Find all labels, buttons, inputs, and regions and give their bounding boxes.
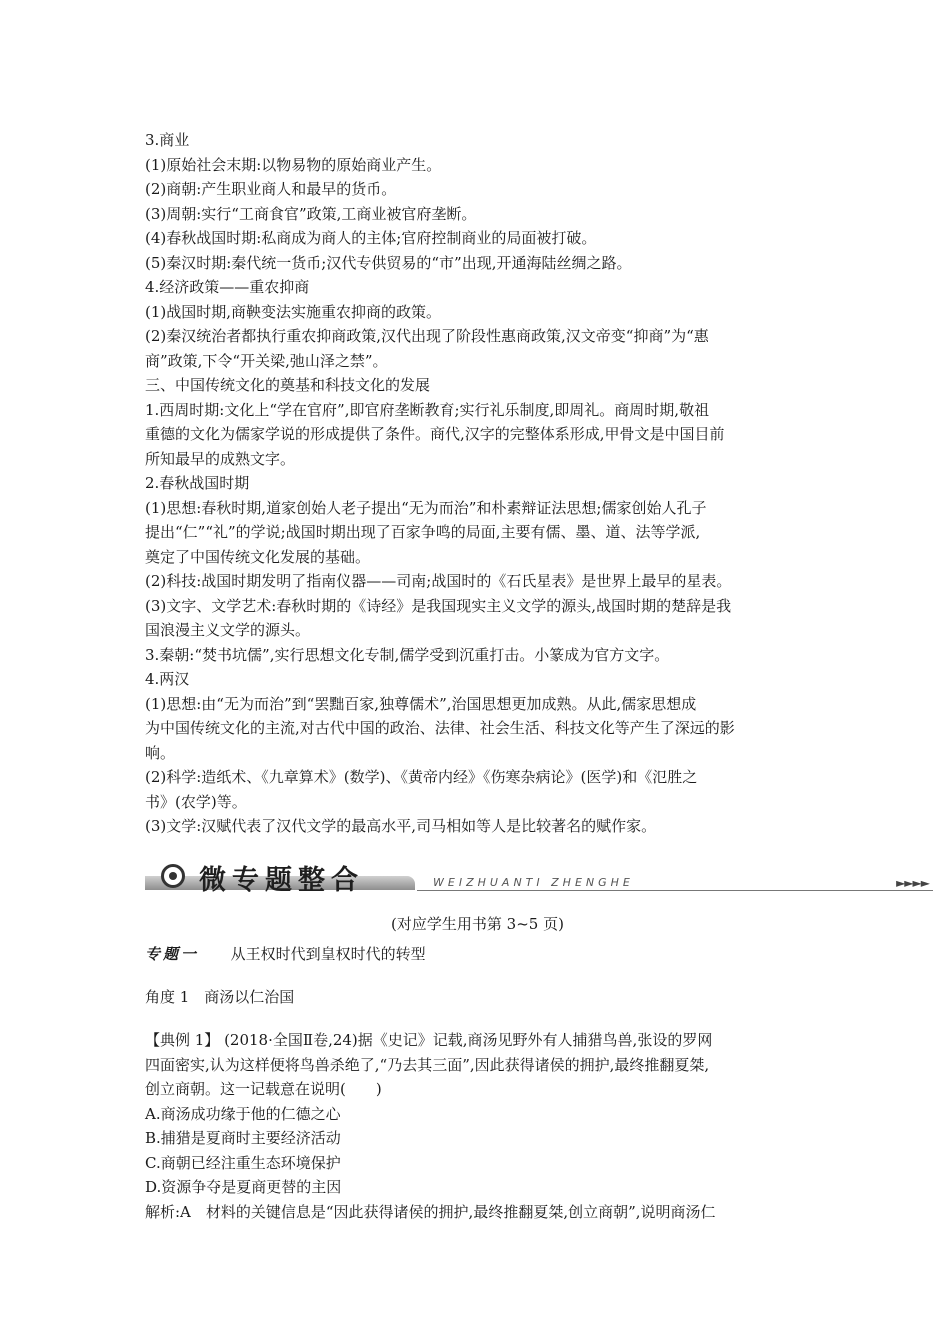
text-line: 四面密实,认为这样便将鸟兽杀绝了,“乃去其三面”,因此获得诸侯的拥护,最终推翻夏桀, <box>145 1055 710 1074</box>
text-line: 书》(农学)等。 <box>145 792 247 811</box>
text-line: 奠定了中国传统文化发展的基础。 <box>145 547 371 566</box>
example-question: 【典例 1】 (2018·全国Ⅱ卷,24)据《史记》记载,商汤见野外有人捕猎鸟兽,张设的罗网 <box>145 1031 713 1049</box>
answer-option-b: B.捕猎是夏商时主要经济活动 <box>145 1129 341 1147</box>
banner-pinyin: WEIZHUANTI ZHENGHE <box>433 876 634 889</box>
text-line: (3)文字、文学艺术:春秋时期的《诗经》是我国现实主义文学的源头,战国时期的楚辞是我 <box>145 596 732 615</box>
text-line: 为中国传统文化的主流,对古代中国的政治、法律、社会生活、科技文化等产生了深远的影 <box>145 719 735 737</box>
text-line: 创立商朝。这一记载意在说明( ) <box>145 1080 382 1098</box>
text-line: (4)春秋战国时期:私商成为商人的主体;官府控制商业的局面被打破。 <box>145 229 597 247</box>
text-line: (3)文学:汉赋代表了汉代文学的最高水平,司马相如等人是比较著名的赋作家。 <box>145 817 657 835</box>
banner-title: 微专题整合 <box>199 865 364 896</box>
section-heading: 2.春秋战国时期 <box>145 474 250 492</box>
text-line: (2)科技:战国时期发明了指南仪器——司南;战国时的《石氏星表》是世界上最早的星表。 <box>145 572 732 590</box>
text-line: 所知最早的成熟文字。 <box>145 449 296 468</box>
text-line: (2)商朝:产生职业商人和最早的货币。 <box>145 180 397 198</box>
text-line: 国浪漫主义文学的源头。 <box>145 621 311 639</box>
angle-heading: 角度 1 商汤以仁治国 <box>145 988 295 1006</box>
topic-heading <box>145 942 810 967</box>
text-line: (1)思想:春秋时期,道家创始人老子提出“无为而治”和朴素辩证法思想;儒家创始人孔子 <box>145 498 707 517</box>
text-line: (1)战国时期,商鞅变法实施重农抑商的政策。 <box>145 302 442 321</box>
reference-note: (对应学生用书第 3~5 页) <box>391 915 564 933</box>
section-heading: 4.两汉 <box>145 670 190 688</box>
content-block-2 <box>145 1028 810 1224</box>
text-line: 3.秦朝:“焚书坑儒”,实行思想文化专制,儒学受到沉重打击。小篆成为官方文字。 <box>145 645 670 664</box>
text-line: (1)思想:由“无为而治”到“罢黜百家,独尊儒术”,治国思想更加成熟。从此,儒家思想成 <box>145 694 697 713</box>
text-line: (1)原始社会末期:以物易物的原始商业产生。 <box>145 155 442 174</box>
text-line: 重德的文化为儒家学说的形成提供了条件。商代,汉字的完整体系形成,甲骨文是中国目前 <box>145 425 725 443</box>
topic-title: 从王权时代到皇权时代的转型 <box>230 945 426 963</box>
arrows-icon: ►►►► <box>896 876 929 890</box>
text-line: 提出“仁”“礼”的学说;战国时期出现了百家争鸣的局面,主要有儒、墨、道、法等学派, <box>145 523 701 541</box>
banner-rule <box>417 890 933 891</box>
answer-option-d: D.资源争夺是夏商更替的主因 <box>145 1178 342 1196</box>
text-line: (3)周朝:实行“工商食官”政策,工商业被官府垄断。 <box>145 204 477 223</box>
topic-label: 专题一 <box>145 945 200 963</box>
content-block-1 <box>145 128 810 839</box>
text-line: (5)秦汉时期:秦代统一货币;汉代专供贸易的“市”出现,开通海陆丝绸之路。 <box>145 253 632 272</box>
section-heading: 三、中国传统文化的奠基和科技文化的发展 <box>145 376 431 394</box>
answer-option-a: A.商汤成功缘于他的仁德之心 <box>145 1104 341 1123</box>
text-line: 响。 <box>145 743 176 762</box>
text-line: 3.商业 <box>145 131 190 149</box>
text-line: (2)科学:造纸术、《九章算术》(数学)、《黄帝内经》《伤寒杂病论》(医学)和《氾胜之 <box>145 768 698 786</box>
text-line: (2)秦汉统治者都执行重农抑商政策,汉代出现了阶段性惠商政策,汉文帝变“抑商”为“惠 <box>145 327 709 345</box>
target-icon <box>161 864 185 888</box>
answer-option-c: C.商朝已经注重生态环境保护 <box>145 1153 341 1172</box>
text-line: 1.西周时期:文化上“学在官府”,即官府垄断教育;实行礼乐制度,即周礼。商周时期,敬祖 <box>145 400 710 419</box>
analysis-line: 解析:A 材料的关键信息是“因此获得诸侯的拥护,最终推翻夏桀,创立商朝”,说明商汤仁 <box>145 1202 716 1221</box>
section-heading: 4.经济政策——重农抑商 <box>145 278 310 296</box>
text-line: 商”政策,下令“开关梁,弛山泽之禁”。 <box>145 351 388 370</box>
section-banner <box>145 860 935 894</box>
